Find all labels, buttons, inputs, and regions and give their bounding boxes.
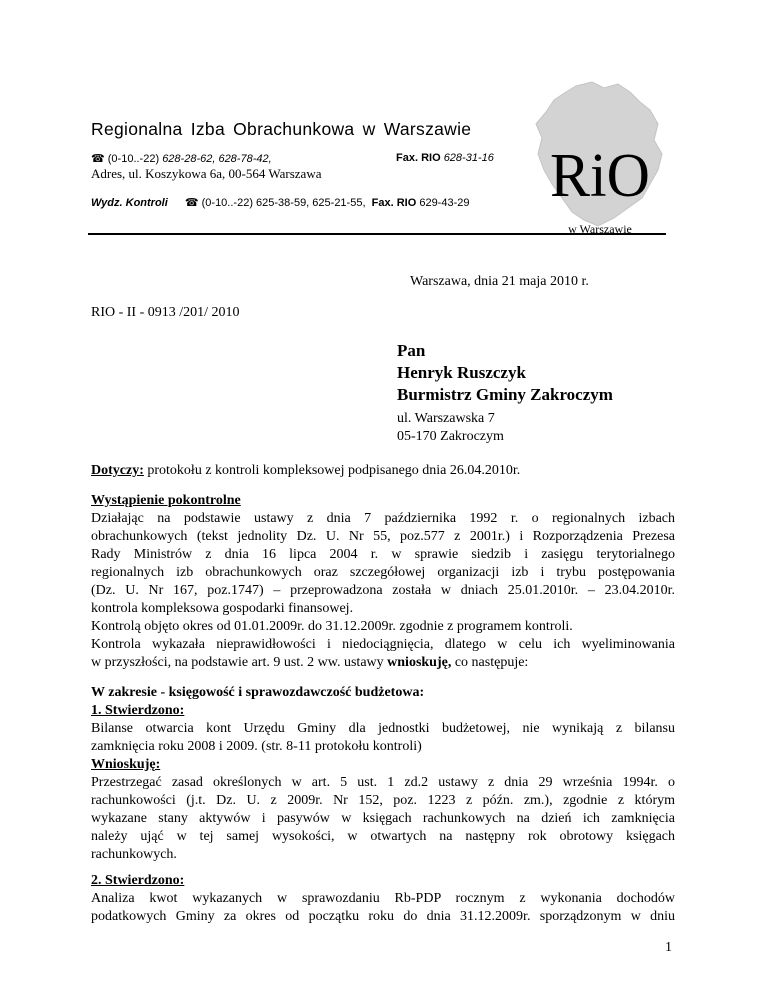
- department-fax-label: Fax. RIO: [371, 197, 417, 209]
- findings-text-end: co następuje:: [451, 655, 529, 670]
- subject-label: Dotyczy:: [91, 463, 144, 478]
- recipient-address: [397, 410, 504, 446]
- intro-line: kontrola kompleksowa gospodarki finansowej.: [91, 601, 354, 616]
- department-label: Wydz. Kontroli: [91, 197, 168, 209]
- page-number: 1: [665, 940, 672, 955]
- scope-heading: W zakresie - księgowość i sprawozdawczość budżetowa:: [91, 685, 425, 700]
- recipient-position: Burmistrz Gminy Zakroczym: [397, 385, 613, 404]
- findings-line: Kontrola wykazała nieprawidłowości i niedociągnięcia, dlatego w celu ich wyeliminowania: [91, 637, 675, 652]
- item1-line: Bilanse otwarcia kont Urzędu Gminy dla jednostki budżetowej, nie wynikają z bilansu: [91, 721, 675, 736]
- recipient-title: Pan: [397, 341, 426, 360]
- subject-text: protokołu z kontroli kompleksowej podpisanego dnia 26.04.2010r.: [143, 463, 521, 478]
- subject-line: [91, 462, 675, 480]
- recipient-block: [397, 340, 613, 406]
- fax-number: 628-31-16: [443, 152, 494, 164]
- logo-text: RiO: [550, 142, 650, 210]
- recipient-city: 05-170 Zakroczym: [397, 429, 504, 444]
- department-line: [91, 196, 469, 209]
- reference-number: RIO - II - 0913 /201/ 2010: [91, 305, 240, 320]
- recipient-name: Henryk Ruszczyk: [397, 363, 526, 382]
- section-title: Wystąpienie pokontrolne: [91, 493, 241, 508]
- item2-line: podatkowych Gminy za okres od początku roku do dnia 31.12.2009r. sporządzonym w dniu: [91, 909, 675, 924]
- request-line: rachunkowych.: [91, 847, 177, 862]
- logo-subtitle: w Warszawie: [568, 222, 632, 236]
- request-line: należy ująć w tej samej wysokości, w otwartych na następny rok obrotowy księgach: [91, 829, 675, 844]
- intro-line: Rady Ministrów z dnia 16 lipca 2004 r. w sprawie siedzib i zasięgu terytorialnego: [91, 547, 675, 562]
- department-fax-number: 629-43-29: [419, 197, 470, 209]
- item2-section: [91, 872, 675, 926]
- period-line: Kontrolą objęto okres od 01.01.2009r. do 31.12.2009r. zgodnie z programem kontroli.: [91, 619, 573, 634]
- fax-label: Fax. RIO: [396, 152, 441, 164]
- intro-line: obrachunkowych (tekst jednolity Dz. U. Nr 55, poz.577 z 2001r.) i Rozporządzenia Prezesa: [91, 529, 675, 544]
- intro-section: [91, 492, 675, 672]
- intro-line: (Dz. U. Nr 167, poz.1747) – przeprowadzona została w dniach 25.01.2010r. – 23.04.2010r.: [91, 583, 675, 598]
- fax-line: [396, 152, 494, 164]
- phone-icon: ☎: [91, 153, 105, 165]
- findings-text: w przyszłości, na podstawie art. 9 ust. 2 ww. ustawy: [91, 655, 388, 670]
- item2-line: Analiza kwot wykazanych w sprawozdaniu Rb-PDP rocznym z wykonania dochodów: [91, 891, 675, 906]
- scope-section: [91, 684, 675, 864]
- rio-logo: [532, 80, 668, 236]
- date-line: Warszawa, dnia 21 maja 2010 r.: [410, 274, 589, 289]
- request-line: rachunkowości (j.t. Dz. U. z 2009r. Nr 152, poz. 1223 z późn. zm.), zgodnie z którym: [91, 793, 675, 808]
- request-label: Wnioskuję:: [91, 757, 161, 772]
- request-line: Przestrzegać zasad określonych w art. 5 ust. 1 zd.2 ustawy z dnia 29 września 1994r. o: [91, 775, 675, 790]
- findings-line: [91, 654, 675, 672]
- org-address: Adres, ul. Koszykowa 6a, 00-564 Warszawa: [91, 166, 322, 181]
- phone-icon: ☎: [184, 197, 199, 209]
- phone-numbers: 628-28-62, 628-78-42,: [162, 153, 272, 165]
- department-phones: (0-10..-22) 625-38-59, 625-21-55,: [201, 197, 366, 209]
- organization-name: Regionalna Izba Obrachunkowa w Warszawie: [91, 119, 472, 139]
- item1-line: zamknięcia roku 2008 i 2009. (str. 8-11 protokołu kontroli): [91, 739, 422, 754]
- request-line: wykazane stany aktywów i pasywów w księgach rachunkowych na dzień ich zamknięcia: [91, 811, 675, 826]
- intro-line: Działając na podstawie ustawy z dnia 7 października 1992 r. o regionalnych izbach: [91, 511, 675, 526]
- item2-label: 2. Stwierdzono:: [91, 873, 185, 888]
- phone-line: [91, 152, 272, 165]
- request-keyword: wnioskuję,: [387, 655, 452, 670]
- item1-label: 1. Stwierdzono:: [91, 703, 185, 718]
- intro-line: regionalnych izb obrachunkowych oraz szczegółowej organizacji izb i trybu postępowania: [91, 565, 675, 580]
- recipient-street: ul. Warszawska 7: [397, 411, 495, 426]
- phone-prefix: (0-10..-22): [107, 153, 160, 165]
